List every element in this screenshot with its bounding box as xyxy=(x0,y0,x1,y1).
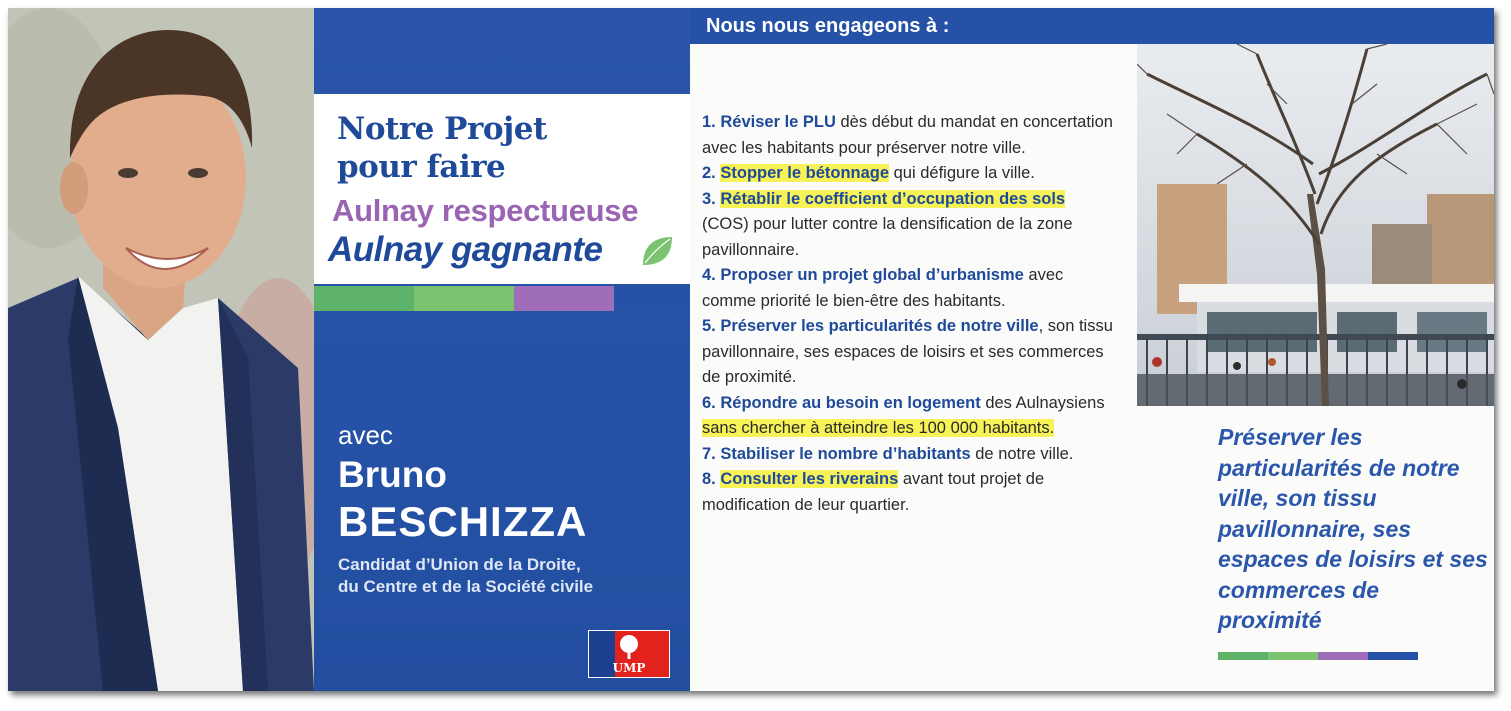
item-number: 2. xyxy=(702,164,716,182)
candidate-portrait-illustration xyxy=(8,8,314,691)
tree-icon xyxy=(613,634,645,660)
stripe-light-green xyxy=(1268,652,1318,660)
item-bold: Répondre au besoin en logement xyxy=(720,393,981,412)
commitment-item-4 xyxy=(702,263,1114,314)
title-line-1: Notre Projet xyxy=(337,111,547,147)
school-photo xyxy=(1137,44,1494,406)
item-number: 7. xyxy=(702,444,716,463)
item-bold: Proposer un projet global d’urbanisme xyxy=(720,266,1024,284)
stripe-green xyxy=(1218,652,1268,660)
item-bold-highlighted: Consulter les riverains xyxy=(720,470,899,488)
quote-text: Préserver les particularités de notre ville, son tissu pavillonnaire, ses espaces de loisirs et ses commerces de proximité xyxy=(1218,424,1488,633)
commitment-item-6 xyxy=(702,391,1114,442)
commitments-heading: Nous nous engageons à : xyxy=(706,15,950,37)
party-logo-text: UMP xyxy=(612,661,646,675)
stripe-green xyxy=(314,286,414,311)
stripe-purple xyxy=(1318,652,1368,660)
candidate-last-name: BESCHIZZA xyxy=(338,498,588,545)
item-number: 6. xyxy=(702,393,716,412)
stripe-purple xyxy=(514,286,614,311)
commitment-item-7 xyxy=(702,442,1114,468)
item-bold: Stabiliser le nombre d’habitants xyxy=(720,444,971,463)
commitments-list xyxy=(702,110,1114,518)
item-number: 1. xyxy=(702,113,716,131)
leaf-icon xyxy=(640,234,674,268)
item-bold: Préserver les particularités de notre ville xyxy=(720,317,1039,335)
item-text: qui défigure la ville. xyxy=(889,164,1035,182)
item-text: des Aulnaysiens xyxy=(980,393,1105,412)
item-text: de notre ville. xyxy=(970,444,1074,463)
title-line-2: pour faire xyxy=(337,149,506,185)
candidate-line-1: Candidat d’Union de la Droite, xyxy=(338,555,581,574)
commitment-item-8 xyxy=(702,467,1114,518)
item-number: 3. xyxy=(702,189,716,208)
commitment-item-1 xyxy=(702,110,1114,161)
title-panel xyxy=(314,8,690,691)
school-building-illustration xyxy=(1137,44,1494,406)
title-line-3: Aulnay respectueuse xyxy=(332,193,639,228)
bottom-color-stripes xyxy=(1218,652,1418,660)
commitment-item-3 xyxy=(702,187,1114,264)
commitment-item-2 xyxy=(702,161,1114,187)
stripe-blue xyxy=(614,286,690,311)
commitment-item-5 xyxy=(702,314,1114,391)
item-bold-highlighted: Rétablir le coefficient d’occupation des sols xyxy=(720,189,1066,208)
avec-label: avec xyxy=(338,420,393,450)
stripe-light-green xyxy=(414,286,514,311)
commitments-header xyxy=(690,8,1494,44)
item-bold-highlighted: Stopper le bétonnage xyxy=(720,164,890,182)
title-line-4: Aulnay gagnante xyxy=(328,230,603,269)
candidate-line-2: du Centre et de la Société civile xyxy=(338,577,594,596)
campaign-flyer xyxy=(8,8,1494,691)
candidate-first-name: Bruno xyxy=(338,454,447,495)
candidate-description xyxy=(338,554,593,598)
item-text: avant tout projet de modification de leur quartier. xyxy=(702,470,1045,514)
stripe-blue xyxy=(1368,652,1418,660)
project-title-box xyxy=(314,94,690,284)
color-stripes xyxy=(314,286,690,311)
item-text: (COS) pour lutter contre la densification de la zone pavillonnaire. xyxy=(702,215,1073,259)
item-bold: Réviser le PLU xyxy=(720,113,836,131)
party-logo xyxy=(588,630,670,678)
item-number: 5. xyxy=(702,317,716,335)
item-number: 4. xyxy=(702,266,716,284)
item-number: 8. xyxy=(702,470,716,488)
item-text: dès début du mandat en concertation avec les habitants pour préserver notre ville. xyxy=(702,113,1113,157)
item-text: , son tissu pavillonnaire, ses espaces de loisirs et ses commerces de proximité. xyxy=(702,317,1113,386)
item-text: avec comme priorité le bien-être des habitants. xyxy=(702,266,1064,310)
candidate-photo xyxy=(8,8,314,691)
item-highlighted-text: sans chercher à atteindre les 100 000 habitants. xyxy=(702,419,1055,437)
